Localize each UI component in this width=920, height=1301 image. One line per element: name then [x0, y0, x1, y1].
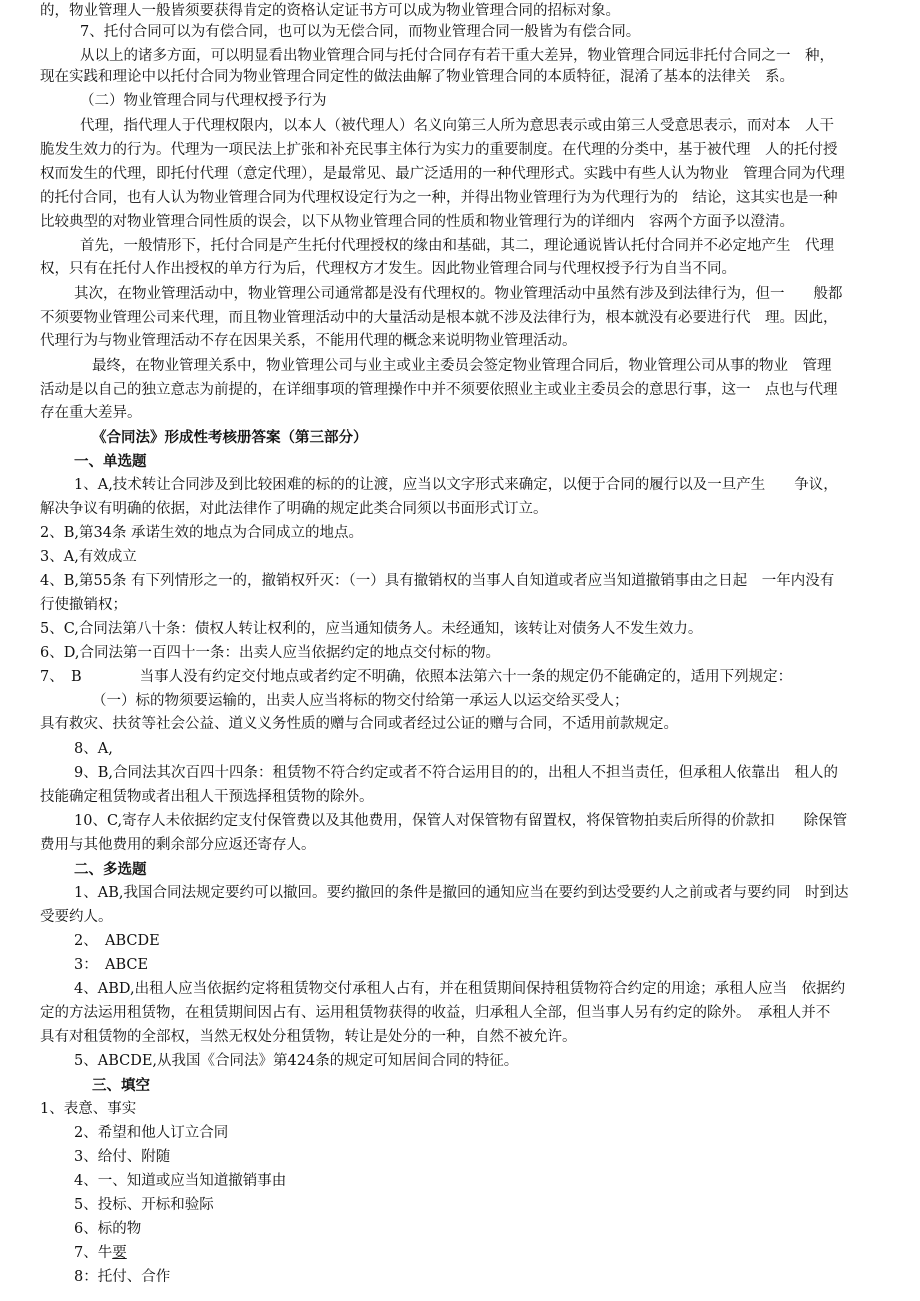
text-line: 费用与其他费用的剩余部分应返还寄存人。	[40, 837, 316, 853]
answer-prefix: 7、牛	[74, 1245, 113, 1261]
text-line: 8、A,	[74, 741, 113, 757]
text-line: 4、B,第55条 有下列情形之一的，撤销权歼灭：（一）具有撤销权的当事人自知道或者应当知道撤销事由之日起 一年内没有	[40, 573, 835, 589]
text-line: 9、B,合同法其次百四十四条：租赁物不符合约定或者不符合运用目的的，出租人不担当责任，但承租人依靠出 租人的	[74, 765, 838, 781]
text-line: 权而发生的代理，即托付代理（意定代理），是最常见、最广泛适用的一种代理形式。实践中有些人认为物业 管理合同为代理	[40, 166, 845, 182]
text-line: 5、C,合同法第八十条：债权人转让权利的，应当通知债务人。未经通知，该转让对债务人不发生效力。	[40, 621, 703, 637]
text-line: 的托付合同，也有人认为物业管理合同为代理权设定行为之一种，并得出物业管理行为为代理行为的 结论，这其实也是一种	[40, 190, 838, 206]
text-line: 不须要物业管理公司来代理，而且物业管理活动中的大量活动是根本就不涉及法律行为，根本就没有必要进行代 理。因此，	[40, 310, 838, 326]
text-line: 从以上的诸多方面，可以明显看出物业管理合同与托付合同存有若干重大差异，物业管理合同远非托付合同之一 种，	[80, 48, 834, 64]
section-heading: （二）物业管理合同与代理权授予行为	[80, 93, 327, 109]
text-line: 4、ABD,出租人应当依据约定将租赁物交付承租人占有，并在租赁期间保持租赁物符合约定的用途；承租人应当 依据约	[74, 981, 846, 997]
text-line: 2、B,第34条 承诺生效的地点为合同成立的地点。	[40, 525, 364, 541]
text-line: 技能确定租赁物或者出租人干预选择租赁物的除外。	[40, 789, 374, 805]
text-line: 最终，在物业管理关系中，物业管理公司与业主或业主委员会签定物业管理合同后，物业管理公司从事的物业 管理	[92, 358, 832, 374]
text-line: 其次，在物业管理活动中，物业管理公司通常都是没有代理权的。物业管理活动中虽然有涉及到法律行为，但一 般都	[74, 286, 843, 302]
text-line: 5、ABCDE,从我国《合同法》第424条的规定可知居间合同的特征。	[74, 1053, 519, 1069]
text-line: 3、给付、附随	[74, 1149, 171, 1165]
text-line: 受要约人。	[40, 909, 113, 925]
text-line: 10、C,寄存人未依据约定支付保管费以及其他费用，保管人对保管物有留置权，将保管物拍卖后所得的价款扣 除保管	[74, 813, 848, 829]
text-line: 代理行为与物业管理活动不存在因果关系，不能用代理的概念来说明物业管理活动。	[40, 333, 577, 349]
underlined-word: 要	[112, 1245, 127, 1261]
text-line: 代理，指代理人于代理权限内，以本人（被代理人）名义向第三人所为意思表示或由第三人受意思表示，而对本 人干	[80, 118, 834, 134]
text-line: 的，物业管理人一般皆须要获得肯定的资格认定证书方可以成为物业管理合同的招标对象。	[40, 3, 620, 19]
text-line: 具有对租赁物的全部权，当然无权处分租赁物，转让是处分的一种，自然不被允许。	[40, 1029, 577, 1045]
text-line: 首先，一般情形下，托付合同是产生托付代理授权的缘由和基础，其二，理论通说皆认托付合同并不必定地产生 代理	[80, 238, 834, 254]
text-line: 现在实践和理论中以托付合同为物业管理合同定性的做法曲解了物业管理合同的本质特征，混淆了基本的法律关 系。	[40, 69, 794, 85]
text-line: 5、投标、开标和验际	[74, 1197, 214, 1213]
text-line: 1、A,技术转让合同涉及到比较困难的标的的让渡，应当以文字形式来确定，以便于合同的履行以及一旦产生 争议，	[74, 477, 838, 493]
text-line: 7、 B 当事人没有约定交付地点或者约定不明确，依照本法第六十一条的规定仍不能确定的，适用下列规定：	[40, 669, 793, 685]
section-heading: 三、填空	[92, 1077, 150, 1094]
text-line	[74, 1243, 880, 1264]
text-line: 解决争议有明确的依据，对此法律作了明确的规定此类合同须以书面形式订立。	[40, 501, 548, 517]
section-heading: 一、单选题	[74, 453, 147, 470]
text-line: 3、A,有效成立	[40, 549, 137, 565]
text-line: 1、AB,我国合同法规定要约可以撤回。要约撤回的条件是撤回的通知应当在要约到达受要约人之前或者与要约同 时到达	[74, 885, 849, 901]
text-line: 活动是以自己的独立意志为前提的，在详细事项的管理操作中并不须要依照业主或业主委员会的意思行事，这一 点也与代理	[40, 382, 838, 398]
text-line: 8：托付、合作	[74, 1269, 171, 1285]
text-line: 具有救灾、扶贫等社会公益、道义义务性质的赠与合同或者经过公证的赠与合同，不适用前款规定。	[40, 716, 678, 732]
text-line: 行使撤销权；	[40, 597, 127, 613]
text-line: 比较典型的对物业管理合同性质的误会，以下从物业管理合同的性质和物业管理行为的详细内 容两个方面予以澄清。	[40, 214, 794, 230]
text-line: 4、一、知道或应当知道撤销事由	[74, 1173, 287, 1189]
section-heading: 二、多选题	[74, 861, 147, 878]
text-line: 1、表意、事实	[40, 1101, 137, 1117]
text-line: 权，只有在托付人作出授权的单方行为后，代理权方才发生。因此物业管理合同与代理权授予行为自当不同。	[40, 261, 736, 277]
text-line: 6、D,合同法第一百四十一条：出卖人应当依据约定的地点交付标的物。	[40, 645, 500, 661]
text-line: 定的方法运用租赁物，在租赁期间因占有、运用租赁物获得的收益，归承租人全部，但当事人另有约定的除外。 承租人并不	[40, 1005, 831, 1021]
text-line: 2、 ABCDE	[74, 933, 160, 949]
part-title: 《合同法》形成性考核册答案（第三部分）	[92, 429, 368, 446]
text-line: 6、标的物	[74, 1221, 142, 1237]
text-line: （一）标的物须要运输的，出卖人应当将标的物交付给第一承运人以运交给买受人；	[92, 693, 629, 709]
text-line: 2、希望和他人订立合同	[74, 1125, 229, 1141]
text-line: 存在重大差异。	[40, 405, 142, 421]
text-line: 3： ABCE	[74, 957, 149, 973]
text-line: 7、托付合同可以为有偿合同，也可以为无偿合同，而物业管理合同一般皆为有偿合同。	[80, 24, 641, 40]
text-line: 脆发生效力的行为。代理为一项民法上扩张和补充民事主体行为实力的重要制度。在代理的分类中，基于被代理 人的托付授	[40, 142, 838, 158]
